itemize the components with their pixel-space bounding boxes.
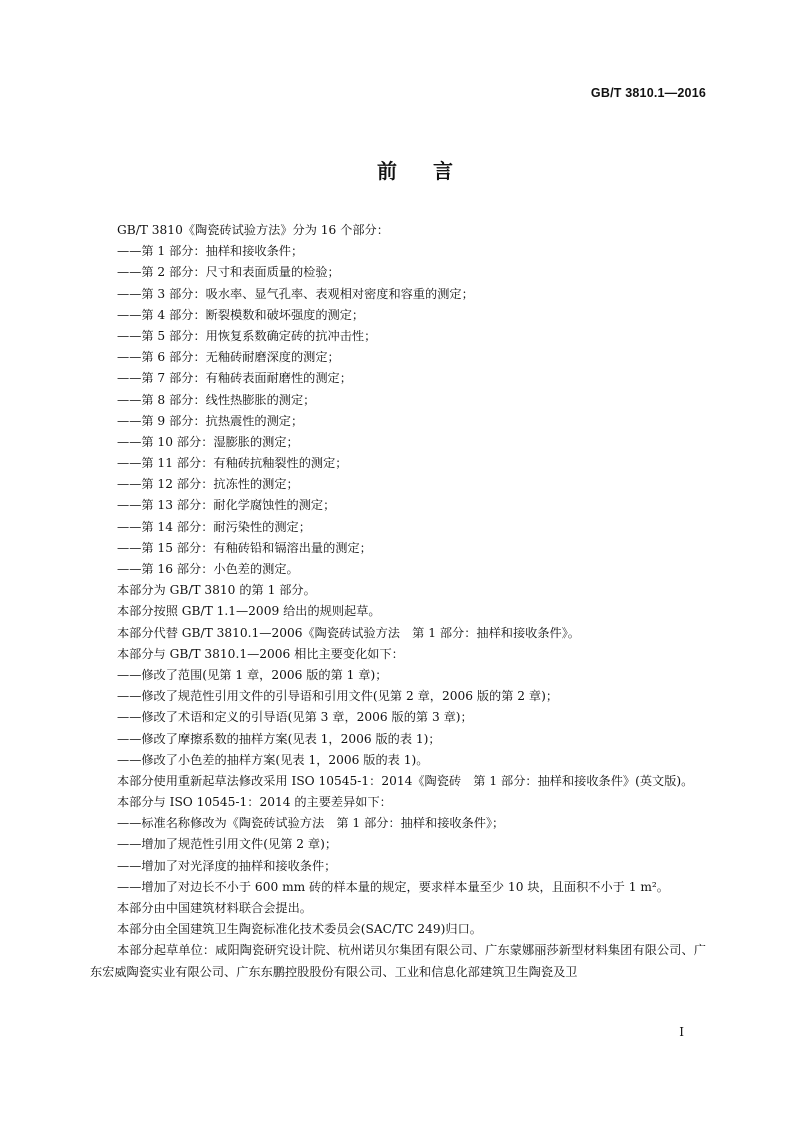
part-list-item: ——第 13 部分：耐化学腐蚀性的测定； xyxy=(117,498,336,513)
change-list-item: ——修改了规范性引用文件的引导语和引用文件(见第 2 章，2006 版的第 2 章)； xyxy=(117,689,559,704)
change-list-item: ——修改了术语和定义的引导语(见第 3 章，2006 版的第 3 章)； xyxy=(117,710,473,725)
page-title: 前言 xyxy=(377,159,489,183)
differences-intro-paragraph: 本部分与 ISO 10545-1：2014 的主要差异如下： xyxy=(117,795,392,810)
redraft-paragraph: 本部分使用重新起草法修改采用 ISO 10545-1：2014《陶瓷砖 第 1 部分：抽样和接收条件》(英文版)。 xyxy=(117,773,694,788)
changes-intro-paragraph: 本部分与 GB/T 3810.1—2006 相比主要变化如下： xyxy=(117,646,404,661)
part-list-item: ——第 6 部分：无釉砖耐磨深度的测定； xyxy=(117,350,340,365)
change-list-item: ——修改了小色差的抽样方案(见表 1，2006 版的表 1)。 xyxy=(117,752,429,767)
part-list-item: ——第 3 部分：吸水率、显气孔率、表观相对密度和容重的测定； xyxy=(117,286,474,301)
change-list-item: ——修改了范围(见第 1 章，2006 版的第 1 章)； xyxy=(117,667,388,682)
part-list-item: ——第 15 部分：有釉砖铅和镉溶出量的测定； xyxy=(117,540,372,555)
part-list-item: ——第 2 部分：尺寸和表面质量的检验； xyxy=(117,265,340,280)
document-body xyxy=(90,220,706,983)
intro-paragraph: GB/T 3810《陶瓷砖试验方法》分为 16 个部分： xyxy=(117,223,389,237)
change-list-item: ——修改了摩擦系数的抽样方案(见表 1，2006 版的表 1)； xyxy=(117,731,441,746)
part-list-item: ——第 11 部分：有釉砖抗釉裂性的测定； xyxy=(117,456,348,471)
proposed-by-paragraph: 本部分由中国建筑材料联合会提出。 xyxy=(117,901,312,916)
part-list-item: ——第 16 部分：小色差的测定。 xyxy=(117,562,299,576)
part-list-item: ——第 12 部分：抗冻性的测定； xyxy=(117,477,299,492)
differences-list xyxy=(90,813,706,898)
this-part-paragraph: 本部分为 GB/T 3810 的第 1 部分。 xyxy=(117,583,316,598)
changes-list xyxy=(90,665,706,771)
drafting-units-paragraph: 本部分起草单位：咸阳陶瓷研究设计院、杭州诺贝尔集团有限公司、广东蒙娜丽莎新型材料集团有限公司、广东宏威陶瓷实业有限公司、广东东鹏控股股份有限公司、工业和信息化部建筑卫生陶瓷及卫 xyxy=(90,943,706,979)
centralized-by-paragraph: 本部分由全国建筑卫生陶瓷标准化技术委员会(SAC/TC 249)归口。 xyxy=(117,922,482,937)
part-list-item: ——第 8 部分：线性热膨胀的测定； xyxy=(117,392,316,407)
part-list-item: ——第 5 部分：用恢复系数确定砖的抗冲击性； xyxy=(117,328,377,343)
difference-list-item: ——标准名称修改为《陶瓷砖试验方法 第 1 部分：抽样和接收条件》； xyxy=(117,816,505,831)
part-list-item: ——第 10 部分：湿膨胀的测定； xyxy=(117,434,299,449)
part-list-item: ——第 9 部分：抗热震性的测定； xyxy=(117,413,304,428)
standard-code: GB/T 3810.1—2016 xyxy=(590,86,706,100)
part-list-item: ——第 14 部分：耐污染性的测定； xyxy=(117,519,311,534)
part-list-item: ——第 4 部分：断裂模数和破坏强度的测定； xyxy=(117,307,365,322)
difference-list-item: ——增加了对光泽度的抽样和接收条件； xyxy=(117,858,337,873)
difference-list-item: ——增加了对边长不小于 600 mm 砖的样本量的规定，要求样本量至少 10 块，且面积不小于 1 m²。 xyxy=(117,879,669,894)
parts-list xyxy=(90,241,706,580)
difference-list-item: ——增加了规范性引用文件(见第 2 章)； xyxy=(117,837,338,852)
drafting-rules-paragraph: 本部分按照 GB/T 1.1—2009 给出的规则起草。 xyxy=(117,604,381,619)
replaces-paragraph: 本部分代替 GB/T 3810.1—2006《陶瓷砖试验方法 第 1 部分：抽样和接收条件》。 xyxy=(117,625,580,640)
part-list-item: ——第 1 部分：抽样和接收条件； xyxy=(117,244,304,259)
page-number: I xyxy=(679,1025,684,1039)
part-list-item: ——第 7 部分：有釉砖表面耐磨性的测定； xyxy=(117,371,352,386)
